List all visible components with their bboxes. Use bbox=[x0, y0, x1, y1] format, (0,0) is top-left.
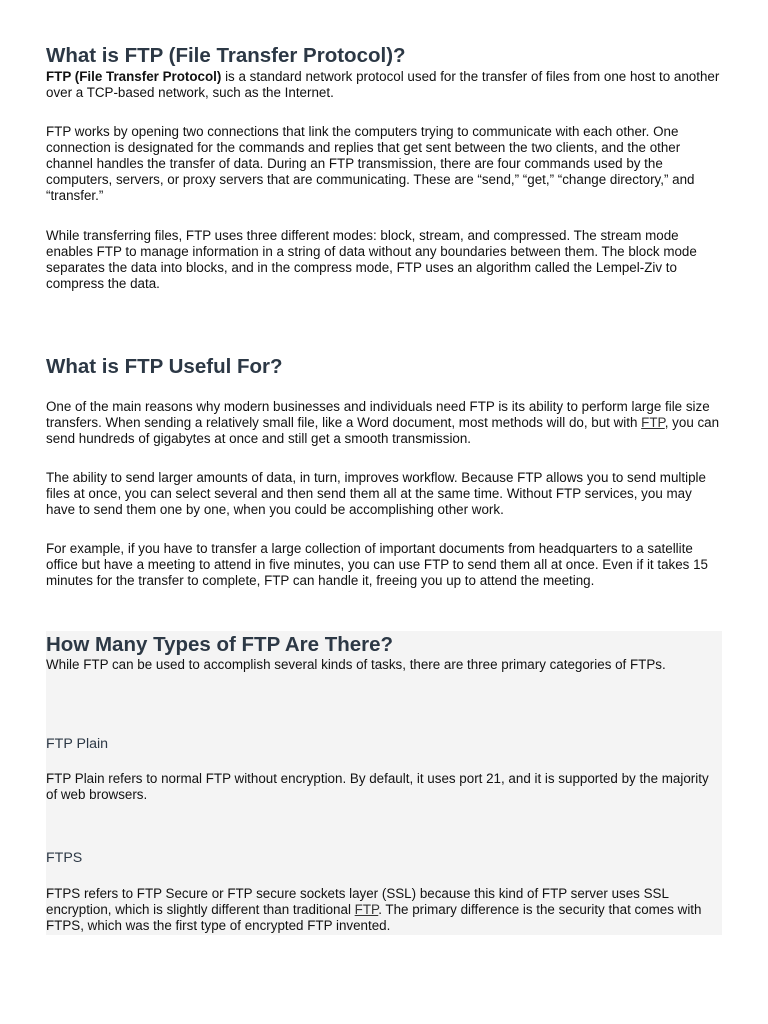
ftp-definition-text: is a standard network protocol used for the transfer of files from one host to another over a TCP-based network, such as the Internet. bbox=[46, 69, 720, 100]
paragraph-ftps bbox=[46, 886, 722, 934]
paragraph-ftp-definition bbox=[46, 69, 722, 101]
large-transfers-text-b: , you can send hundreds of gigabytes at once and still get a smooth transmission. bbox=[46, 415, 720, 446]
paragraph-ftp-plain: FTP Plain refers to normal FTP without encryption. By default, it uses port 21, and it is supported by the majority of web browsers. bbox=[46, 771, 709, 802]
ftps-text-a: FTPS refers to FTP Secure or FTP secure sockets layer (SSL) because this kind of FTP server uses SSL encryption, which is slightly different than traditional bbox=[46, 886, 669, 917]
paragraph-ftp-connections: FTP works by opening two connections that link the computers trying to communicate with each other. One connection is designated for the commands and replies that get sent between the two clients, and the other channel handles the transfer of data. During an FTP transmission, there are four commands used by the computers, servers, or proxy servers that are communicating. These are “send,” “get,” “change directory,” and “transfer.” bbox=[46, 124, 695, 203]
paragraph-example: For example, if you have to transfer a large collection of important documents from headquarters to a satellite office but have a meeting to attend in five minutes, you can use FTP to send them all at once. Even if it takes 15 minutes for the transfer to complete, FTP can handle it, freeing you up to attend the meeting. bbox=[46, 541, 708, 588]
paragraph-types-intro: While FTP can be used to accomplish several kinds of tasks, there are three primary categories of FTPs. bbox=[46, 657, 666, 672]
subheading-ftp-plain: FTP Plain bbox=[46, 736, 109, 752]
paragraph-ftp-modes: While transferring files, FTP uses three different modes: block, stream, and compressed. The stream mode enables FTP to manage information in a string of data without any boundaries between them. The block mode separates the data into blocks, and in the compress mode, FTP uses an algorithm called the Lempel-Ziv to compress the data. bbox=[46, 228, 697, 291]
heading-ftp-types: How Many Types of FTP Are There? bbox=[46, 633, 394, 656]
ftp-link-2[interactable]: FTP bbox=[354, 902, 379, 917]
heading-ftp-useful-for: What is FTP Useful For? bbox=[46, 355, 283, 378]
ftps-text-b: . The primary difference is the security that comes with FTPS, which was the first type of encrypted FTP invented. bbox=[46, 902, 702, 933]
paragraph-workflow: The ability to send larger amounts of data, in turn, improves workflow. Because FTP allows you to send multiple files at once, you can select several and then send them all at the same time. Without FTP services, you may have to send them one by one, when you could be accomplishing other work. bbox=[46, 470, 706, 517]
paragraph-large-transfers bbox=[46, 399, 722, 447]
ftp-link[interactable]: FTP bbox=[641, 415, 665, 430]
subheading-ftps: FTPS bbox=[46, 850, 83, 866]
ftp-bold-term: FTP (File Transfer Protocol) bbox=[46, 69, 222, 84]
heading-what-is-ftp: What is FTP (File Transfer Protocol)? bbox=[46, 44, 406, 67]
large-transfers-text-a: One of the main reasons why modern businesses and individuals need FTP is its ability to perform large file size transfers. When sending a relatively small file, like a Word document, most methods will do, but with bbox=[46, 399, 710, 430]
